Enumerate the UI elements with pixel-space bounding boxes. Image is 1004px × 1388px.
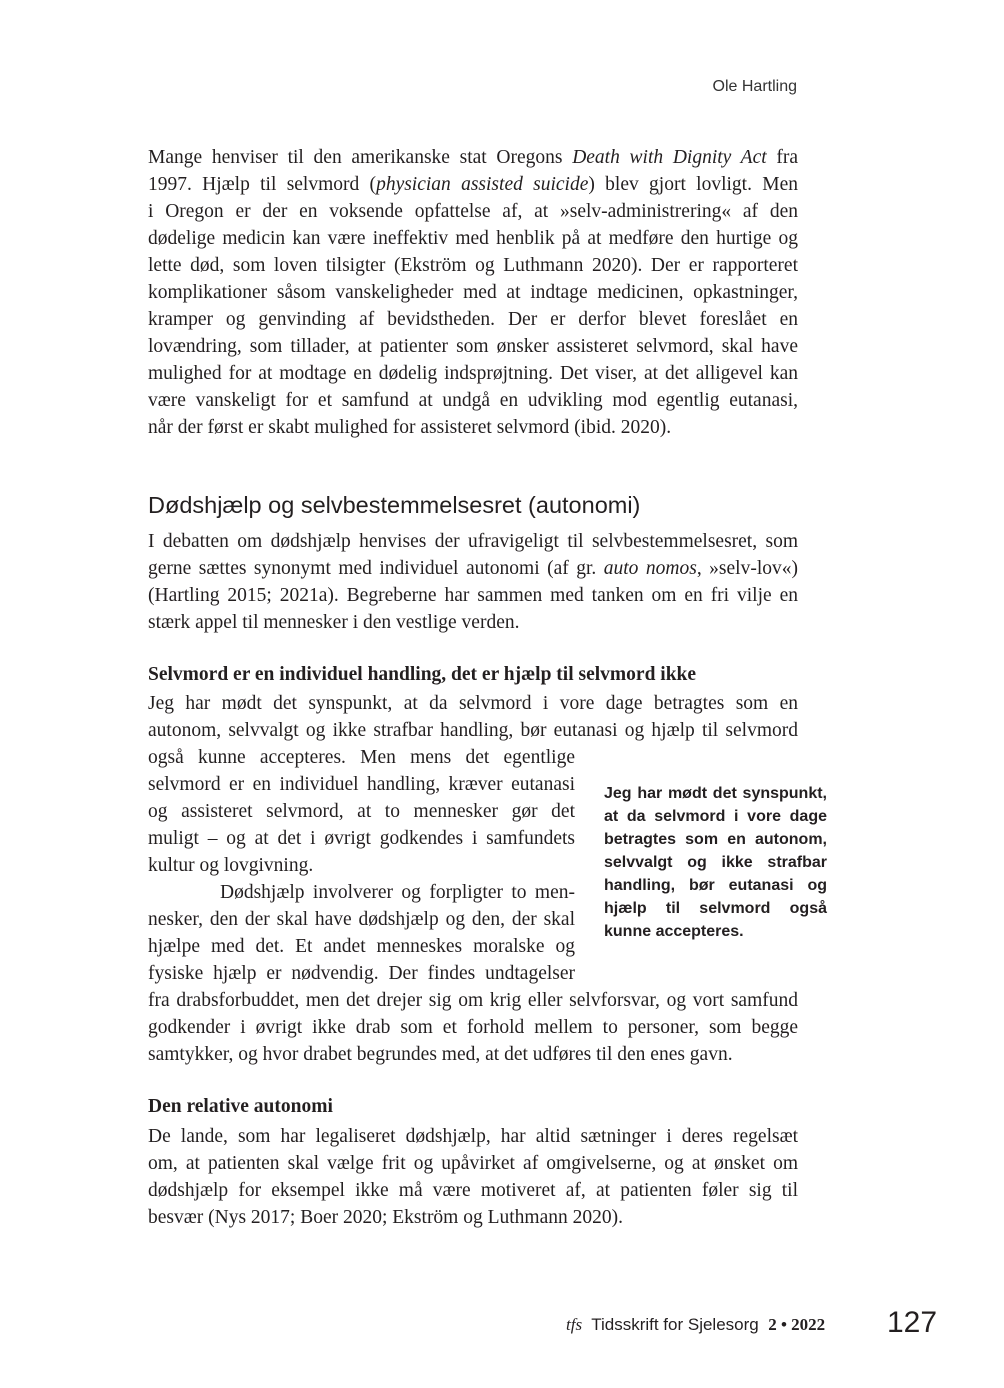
text-run: muligt – og at det i øvrigt godkendes i samfundets [148, 828, 575, 849]
journal-name: Tidsskrift for Sjelesorg [591, 1315, 759, 1334]
text-run: fra [766, 147, 798, 168]
text-run: komplikationer såsom vanskeligheder med at indtage medicinen, opkastninger, [148, 282, 798, 303]
text-run: godkender i øvrigt ikke drab som et forhold mellem to personer, som begge [148, 1017, 798, 1038]
text-run: fra drabsforbuddet, men det drejer sig om krig eller selvforsvar, og vort samfund [148, 990, 798, 1011]
text-line [148, 771, 575, 798]
text-run: besvær (Nys 2017; Boer 2020; Ekström og Luthmann 2020). [148, 1207, 623, 1228]
subheading: Den relative autonomi [148, 1096, 333, 1117]
text-line [148, 744, 575, 771]
text-run: Mange henviser til den amerikanske stat Oregons [148, 147, 573, 168]
text-line [148, 306, 798, 333]
text-run: kultur og lovgivning. [148, 855, 314, 876]
text-run: kramper og genvinding af bevidstheden. Der er derfor blevet foreslået en [148, 309, 798, 330]
text-line [148, 1150, 798, 1177]
pull-quote-line: kunne accepteres. [604, 923, 744, 940]
text-line [148, 414, 798, 441]
pull-quote-line: at da selvmord i vore dage [604, 808, 827, 825]
pull-quote-line: selvvalgt og ikke strafbar [604, 854, 827, 871]
text-run: Dødshjælp involverer og forpligter to men- [220, 882, 575, 903]
text-line [148, 1014, 798, 1041]
text-run: selvmord er en individuel handling, kræver eutanasi [148, 774, 575, 795]
italic-term: auto nomos [603, 558, 697, 579]
body-paragraph [148, 1123, 798, 1231]
body-paragraph [148, 987, 798, 1068]
text-line [148, 960, 575, 987]
text-run: , »selv-lov«) [696, 558, 798, 579]
text-run: stærk appel til mennesker i den vestlige verden. [148, 612, 520, 633]
text-run: ) blev gjort lovligt. Men [588, 174, 799, 195]
text-run: I debatten om dødshjælp henvises der ufravigeligt til selvbestemmelsesret, som [148, 531, 798, 552]
text-run: Jeg har mødt det synspunkt, at da selvmord i vore dage betragtes som en [148, 693, 798, 714]
text-line [148, 1041, 798, 1068]
body-paragraph [148, 144, 798, 441]
text-run: De lande, som har legaliseret dødshjælp, har altid sætninger i deres regelsæt [148, 1126, 798, 1147]
issue-label: 2 • 2022 [768, 1315, 826, 1334]
text-line [148, 555, 798, 582]
text-run: lette død, som loven tilsigter (Ekström og Luthmann 2020). Der er rapporteret [148, 255, 798, 276]
text-line [148, 717, 798, 744]
text-line [148, 333, 798, 360]
text-run: mulighed for at modtage en dødelig indsprøjtning. Det viser, at det alligevel kan [148, 363, 798, 384]
text-line [148, 144, 798, 171]
text-line [148, 798, 575, 825]
text-run: dødelige medicin kan være ineffektiv med henblik på at medføre den hurtige og [148, 228, 798, 249]
pull-quote [604, 782, 827, 943]
pull-quote-line: betragtes som en autonom, [604, 831, 827, 848]
text-line [148, 690, 798, 717]
text-line [148, 825, 575, 852]
pull-quote-line: handling, bør eutanasi og [604, 877, 827, 894]
pull-quote-line: hjælp til selvmord også [604, 900, 827, 917]
text-run: i Oregon er der en voksende opfattelse af, at »selv-administrering« af den [148, 201, 798, 222]
text-line [148, 609, 798, 636]
subheading: Selvmord er en individuel handling, det er hjælp til selvmord ikke [148, 664, 697, 685]
body-paragraph [148, 528, 798, 636]
journal-abbrev: tfs [566, 1315, 583, 1334]
text-line [148, 528, 798, 555]
text-run: være vanskeligt for et samfund at undgå en udvikling mod egentlig eutanasi, [148, 390, 798, 411]
italic-term: physician assisted suicide [376, 174, 589, 195]
text-line [148, 906, 575, 933]
text-line [148, 582, 798, 609]
text-run: også kunne accepteres. Men mens det egentlige [148, 747, 575, 768]
text-run: nesker, den der skal have dødshjælp og den, der skal [148, 909, 575, 930]
text-line [148, 387, 798, 414]
text-line [148, 360, 798, 387]
text-run: og assisteret selvmord, at to mennesker gør det [148, 801, 575, 822]
body-paragraph [148, 690, 798, 744]
text-run: når der først er skabt mulighed for assisteret selvmord (ibid. 2020). [148, 417, 672, 438]
text-line [148, 987, 798, 1014]
text-run: autonom, selvvalgt og ikke strafbar handling, bør eutanasi og hjælp til selvmord [148, 720, 798, 741]
italic-term: Death with Dignity Act [572, 147, 767, 168]
text-line [148, 252, 798, 279]
text-line [148, 1204, 798, 1231]
text-run: hjælpe med det. Et andet menneskes moralske og [148, 936, 575, 957]
text-run: (Hartling 2015; 2021a). Begreberne har sammen med tanken om en fri vilje en [148, 585, 798, 606]
text-run: om, at patienten skal vælge frit og upåvirket af omgivelserne, og at ønsket om [148, 1153, 798, 1174]
text-run: dødshjælp for eksempel ikke må være motiveret af, at patienten føler sig til [148, 1180, 798, 1201]
text-run: fysiske hjælp er nødvendig. Der findes undtagelser [148, 963, 575, 984]
text-run: gerne sættes synonymt med individuel autonomi (af gr. [148, 558, 604, 579]
text-run: samtykker, og hvor drabet begrundes med, at det udføres til den enes gavn. [148, 1044, 733, 1065]
text-line [148, 171, 798, 198]
text-line [148, 1123, 798, 1150]
text-run: 1997. Hjælp til selvmord ( [148, 174, 377, 195]
text-line [148, 933, 575, 960]
pull-quote-line: Jeg har mødt det synspunkt, [604, 785, 827, 802]
body-paragraph-wrapped [148, 744, 575, 987]
text-run: lovændring, som tillader, at patienter som ønsker assisteret selvmord, skal have [148, 336, 798, 357]
text-line [148, 1177, 798, 1204]
text-line [148, 198, 798, 225]
section-heading: Dødshjælp og selvbestemmelsesret (autonomi) [148, 492, 641, 518]
journal-footer [566, 1315, 828, 1335]
text-line [148, 225, 798, 252]
page-number: 127 [887, 1306, 938, 1339]
text-line [148, 879, 575, 906]
text-line [148, 279, 798, 306]
running-head: Ole Hartling [712, 78, 797, 95]
text-line [148, 852, 575, 879]
